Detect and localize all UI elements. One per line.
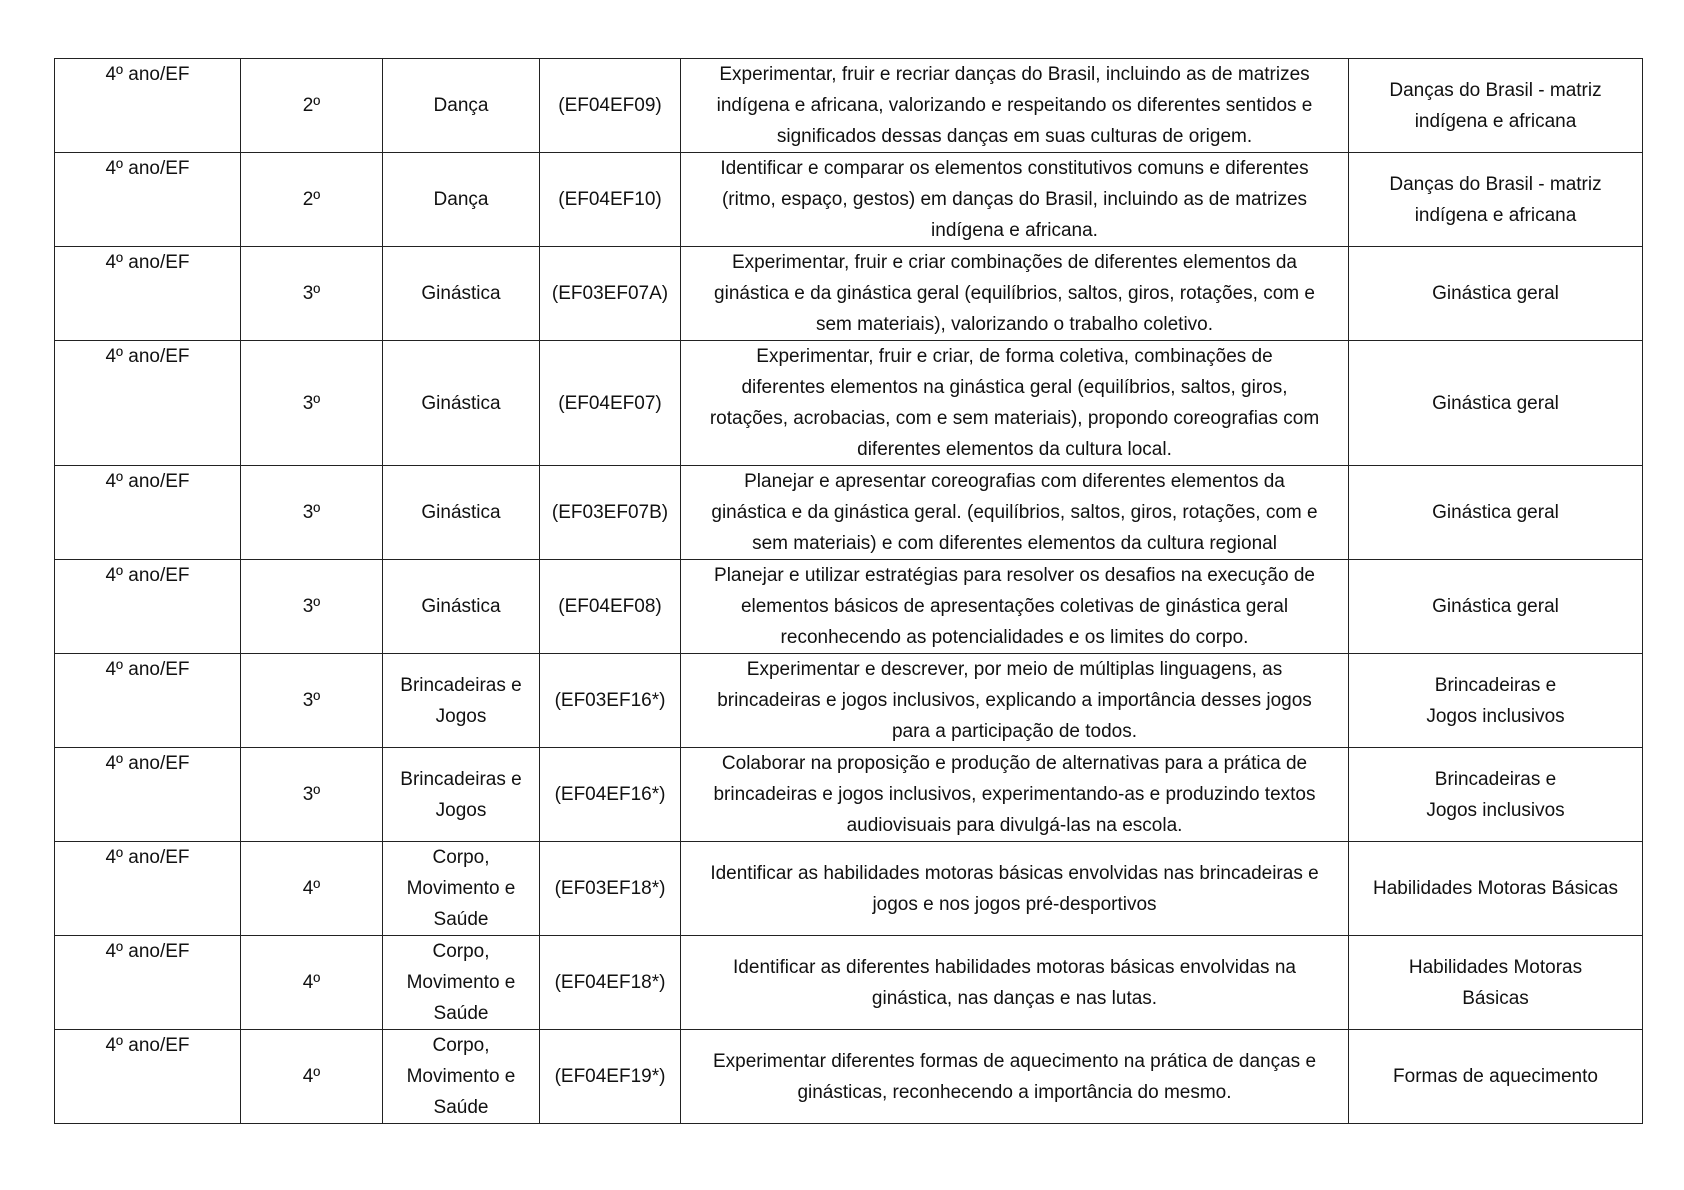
bimestre-cell: 2º — [241, 153, 383, 247]
skill-code-cell: (EF03EF18*) — [540, 842, 681, 936]
year-cell: 4º ano/EF — [55, 842, 241, 936]
bimestre-cell: 3º — [241, 560, 383, 654]
thematic-unit-cell-line: Corpo, — [432, 1035, 490, 1056]
year-cell: 4º ano/EF — [55, 1030, 241, 1124]
table-body — [55, 59, 1643, 1124]
skill-code-cell: (EF04EF07) — [540, 341, 681, 466]
skill-description-cell — [681, 748, 1349, 842]
skill-description-cell — [681, 936, 1349, 1030]
table-row — [55, 842, 1643, 936]
bimestre-cell: 2º — [241, 59, 383, 153]
skill-description-cell-line: Experimentar e descrever, por meio de múltiplas linguagens, as — [746, 659, 1283, 680]
knowledge-object-cell-line: Habilidades Motoras — [1408, 956, 1583, 978]
knowledge-object-cell-line: Ginástica geral — [1432, 283, 1559, 304]
skill-code-cell: (EF03EF07A) — [540, 247, 681, 341]
thematic-unit-cell-line: Corpo, — [432, 847, 490, 868]
knowledge-object-cell-line: Habilidades Motoras Básicas — [1372, 878, 1618, 899]
thematic-unit-cell-line: Saúde — [433, 1097, 489, 1118]
skill-description-cell — [681, 654, 1349, 748]
thematic-unit-cell-line: Jogos — [435, 799, 487, 821]
table-row — [55, 59, 1643, 153]
thematic-unit-cell — [383, 1030, 540, 1124]
thematic-unit-cell-line: Movimento e — [406, 972, 516, 993]
bimestre-cell: 3º — [241, 654, 383, 748]
knowledge-object-cell-line: Brincadeiras e — [1434, 768, 1557, 790]
year-cell: 4º ano/EF — [55, 247, 241, 341]
thematic-unit-cell-line: Ginástica — [421, 596, 501, 617]
year-cell: 4º ano/EF — [55, 748, 241, 842]
table-row — [55, 153, 1643, 247]
skill-code-cell: (EF04EF09) — [540, 59, 681, 153]
thematic-unit-cell — [383, 247, 540, 341]
skill-description-cell-line: diferentes elementos da cultura local. — [857, 439, 1172, 460]
bimestre-cell: 3º — [241, 247, 383, 341]
knowledge-object-cell-line: Básicas — [1462, 987, 1529, 1009]
skill-code-cell: (EF04EF18*) — [540, 936, 681, 1030]
table-row — [55, 560, 1643, 654]
skill-code-cell: (EF04EF16*) — [540, 748, 681, 842]
skill-description-cell-line: indígena e africana. — [931, 220, 1098, 241]
thematic-unit-cell-line: Brincadeiras e — [400, 768, 522, 790]
skill-description-cell-line: Planejar e utilizar estratégias para resolver os desafios na execução de — [714, 565, 1315, 586]
knowledge-object-cell-line: Danças do Brasil - matriz — [1389, 79, 1602, 101]
skill-description-cell-line: brincadeiras e jogos inclusivos, explicando a importância desses jogos — [717, 690, 1312, 711]
skill-code-cell: (EF03EF16*) — [540, 654, 681, 748]
knowledge-object-cell-line: Jogos inclusivos — [1426, 705, 1565, 727]
thematic-unit-cell-line: Movimento e — [406, 1066, 516, 1087]
skill-description-cell-line: significados dessas danças em suas culturas de origem. — [776, 126, 1253, 147]
thematic-unit-cell-line: Ginástica — [421, 283, 501, 304]
skill-description-cell-line: sem materiais), valorizando o trabalho coletivo. — [815, 314, 1214, 335]
table-row — [55, 247, 1643, 341]
year-cell: 4º ano/EF — [55, 654, 241, 748]
thematic-unit-cell — [383, 842, 540, 936]
knowledge-object-cell-line: indígena e africana — [1414, 110, 1577, 132]
thematic-unit-cell — [383, 341, 540, 466]
thematic-unit-cell — [383, 466, 540, 560]
skill-description-cell-line: rotações, acrobacias, com e sem materiais), propondo coreografias com — [709, 408, 1320, 429]
skill-description-cell-line: Experimentar, fruir e recriar danças do Brasil, incluindo as de matrizes — [719, 64, 1310, 85]
knowledge-object-cell-line: indígena e africana — [1414, 204, 1577, 226]
skill-description-cell — [681, 1030, 1349, 1124]
knowledge-object-cell — [1349, 748, 1643, 842]
knowledge-object-cell-line: Jogos inclusivos — [1426, 799, 1565, 821]
year-cell: 4º ano/EF — [55, 341, 241, 466]
skill-description-cell-line: Experimentar, fruir e criar combinações de diferentes elementos da — [732, 252, 1297, 273]
knowledge-object-cell — [1349, 466, 1643, 560]
skill-description-cell-line: ginástica e da ginástica geral. (equilíbrios, saltos, giros, rotações, com e — [711, 502, 1318, 523]
thematic-unit-cell-line: Corpo, — [432, 941, 490, 962]
thematic-unit-cell-line: Ginástica — [421, 392, 501, 414]
skill-description-cell-line: Identificar e comparar os elementos constitutivos comuns e diferentes — [720, 158, 1309, 179]
year-cell: 4º ano/EF — [55, 153, 241, 247]
year-cell: 4º ano/EF — [55, 59, 241, 153]
thematic-unit-cell — [383, 654, 540, 748]
knowledge-object-cell-line: Ginástica geral — [1432, 392, 1559, 414]
skill-description-cell-line: reconhecendo as potencialidades e os limites do corpo. — [780, 627, 1249, 648]
knowledge-object-cell — [1349, 936, 1643, 1030]
thematic-unit-cell-line: Jogos — [435, 705, 487, 727]
knowledge-object-cell — [1349, 842, 1643, 936]
skill-description-cell-line: elementos básicos de apresentações coletivas de ginástica geral — [740, 596, 1289, 617]
skill-description-cell — [681, 341, 1349, 466]
knowledge-object-cell-line: Formas de aquecimento — [1393, 1066, 1598, 1087]
thematic-unit-cell-line: Dança — [433, 189, 489, 210]
skill-code-cell: (EF04EF08) — [540, 560, 681, 654]
thematic-unit-cell — [383, 59, 540, 153]
thematic-unit-cell — [383, 748, 540, 842]
skill-description-cell — [681, 466, 1349, 560]
knowledge-object-cell — [1349, 560, 1643, 654]
table-row — [55, 748, 1643, 842]
skill-description-cell-line: Colaborar na proposição e produção de alternativas para a prática de — [721, 753, 1308, 774]
bimestre-cell: 4º — [241, 842, 383, 936]
skill-description-cell-line: jogos e nos jogos pré-desportivos — [872, 893, 1157, 915]
thematic-unit-cell-line: Dança — [433, 95, 489, 116]
knowledge-object-cell — [1349, 654, 1643, 748]
bimestre-cell: 3º — [241, 466, 383, 560]
skill-description-cell-line: ginástica, nas danças e nas lutas. — [871, 987, 1158, 1009]
knowledge-object-cell — [1349, 247, 1643, 341]
thematic-unit-cell — [383, 153, 540, 247]
skill-description-cell-line: Identificar as habilidades motoras básicas envolvidas nas brincadeiras e — [710, 862, 1319, 884]
skill-description-cell-line: ginásticas, reconhecendo a importância do mesmo. — [797, 1081, 1232, 1103]
thematic-unit-cell-line: Saúde — [433, 909, 489, 930]
skill-code-cell: (EF04EF10) — [540, 153, 681, 247]
knowledge-object-cell-line: Danças do Brasil - matriz — [1389, 173, 1602, 195]
skill-description-cell-line: indígena e africana, valorizando e respeitando os diferentes sentidos e — [716, 95, 1313, 116]
table-row — [55, 466, 1643, 560]
bimestre-cell: 4º — [241, 936, 383, 1030]
skill-code-cell: (EF04EF19*) — [540, 1030, 681, 1124]
skill-description-cell — [681, 842, 1349, 936]
skill-description-cell-line: diferentes elementos na ginástica geral (equilíbrios, saltos, giros, — [741, 377, 1288, 398]
year-cell: 4º ano/EF — [55, 560, 241, 654]
skill-description-cell-line: Identificar as diferentes habilidades motoras básicas envolvidas na — [733, 956, 1296, 978]
skill-code-cell: (EF03EF07B) — [540, 466, 681, 560]
table-row — [55, 341, 1643, 466]
skill-description-cell — [681, 59, 1349, 153]
knowledge-object-cell-line: Brincadeiras e — [1434, 674, 1557, 696]
skill-description-cell-line: ginástica e da ginástica geral (equilíbrios, saltos, giros, rotações, com e — [714, 283, 1315, 304]
thematic-unit-cell-line: Movimento e — [406, 878, 516, 899]
thematic-unit-cell-line: Saúde — [433, 1003, 489, 1024]
skill-description-cell-line: sem materiais) e com diferentes elementos da cultura regional — [752, 533, 1277, 554]
skill-description-cell — [681, 153, 1349, 247]
skill-description-cell-line: audiovisuais para divulgá-las na escola. — [846, 815, 1183, 836]
skill-description-cell — [681, 560, 1349, 654]
skill-description-cell-line: Experimentar diferentes formas de aquecimento na prática de danças e — [712, 1050, 1317, 1072]
thematic-unit-cell — [383, 936, 540, 1030]
thematic-unit-cell — [383, 560, 540, 654]
bimestre-cell: 3º — [241, 341, 383, 466]
curriculum-table — [54, 58, 1643, 1124]
skill-description-cell-line: Experimentar, fruir e criar, de forma coletiva, combinações de — [756, 346, 1273, 367]
table-row — [55, 936, 1643, 1030]
skill-description-cell — [681, 247, 1349, 341]
thematic-unit-cell-line: Brincadeiras e — [400, 674, 522, 696]
skill-description-cell-line: (ritmo, espaço, gestos) em danças do Brasil, incluindo as de matrizes — [721, 189, 1308, 210]
knowledge-object-cell — [1349, 341, 1643, 466]
knowledge-object-cell-line: Ginástica geral — [1432, 502, 1559, 523]
table-row — [55, 1030, 1643, 1124]
table-row — [55, 654, 1643, 748]
skill-description-cell-line: Planejar e apresentar coreografias com diferentes elementos da — [744, 471, 1285, 492]
bimestre-cell: 3º — [241, 748, 383, 842]
skill-description-cell-line: para a participação de todos. — [891, 721, 1138, 742]
year-cell: 4º ano/EF — [55, 466, 241, 560]
thematic-unit-cell-line: Ginástica — [421, 502, 501, 523]
year-cell: 4º ano/EF — [55, 936, 241, 1030]
skill-description-cell-line: brincadeiras e jogos inclusivos, experimentando-as e produzindo textos — [713, 784, 1316, 805]
bimestre-cell: 4º — [241, 1030, 383, 1124]
knowledge-object-cell — [1349, 1030, 1643, 1124]
knowledge-object-cell — [1349, 153, 1643, 247]
knowledge-object-cell — [1349, 59, 1643, 153]
knowledge-object-cell-line: Ginástica geral — [1432, 596, 1559, 617]
